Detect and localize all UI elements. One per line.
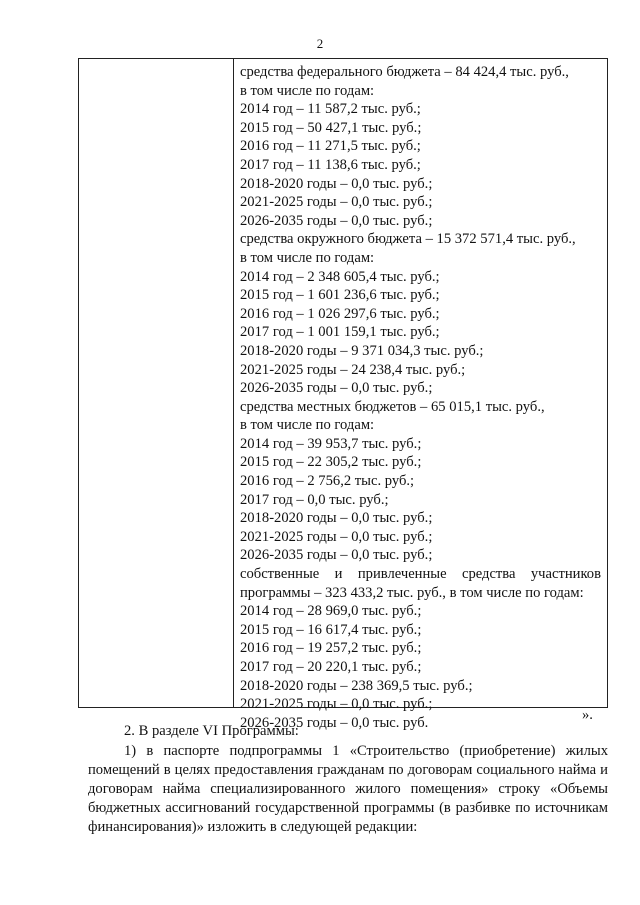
district-budget-total: средства окружного бюджета – 15 372 571,4 тыс. руб.,: [240, 231, 576, 248]
local-2018-2020: 2018-2020 годы – 0,0 тыс. руб.;: [240, 510, 433, 527]
district-2021-2025: 2021-2025 годы – 24 238,4 тыс. руб.;: [240, 361, 466, 378]
local-2026-2035: 2026-2035 годы – 0,0 тыс. руб.;: [240, 547, 433, 564]
district-by-year-label: в том числе по годам:: [240, 249, 375, 266]
own-2018-2020: 2018-2020 годы – 238 369,5 тыс. руб.;: [240, 677, 473, 694]
local-2021-2025: 2021-2025 годы – 0,0 тыс. руб.;: [240, 528, 433, 545]
local-budget-total: средства местных бюджетов – 65 015,1 тыс. руб.,: [240, 398, 545, 415]
local-2016: 2016 год – 2 756,2 тыс. руб.;: [240, 473, 415, 490]
federal-by-year-label: в том числе по годам:: [240, 82, 375, 99]
district-2016: 2016 год – 1 026 297,6 тыс. руб.;: [240, 305, 440, 322]
federal-2017: 2017 год – 11 138,6 тыс. руб.;: [240, 156, 421, 173]
local-2015: 2015 год – 22 305,2 тыс. руб.;: [240, 454, 422, 471]
table-left-cell: [79, 59, 234, 707]
page-number: 2: [316, 36, 324, 51]
own-2017: 2017 год – 20 220,1 тыс. руб.;: [240, 659, 422, 675]
local-2017: 2017 год – 0,0 тыс. руб.;: [240, 491, 389, 508]
own-funds-total: собственные и привлеченные средства участников программы – 323 433,2 тыс. руб., в том числе по годам:: [240, 566, 601, 601]
federal-2021-2025: 2021-2025 годы – 0,0 тыс. руб.;: [240, 194, 433, 211]
federal-2016: 2016 год – 11 271,5 тыс. руб.;: [240, 138, 421, 155]
local-by-year-label: в том числе по годам:: [240, 417, 375, 434]
local-2014: 2014 год – 39 953,7 тыс. руб.;: [240, 435, 422, 452]
district-2026-2035: 2026-2035 годы – 0,0 тыс. руб.;: [240, 380, 433, 397]
closing-quote-mark: ».: [582, 707, 593, 723]
own-2021-2025: 2021-2025 годы – 0,0 тыс. руб.;: [240, 696, 433, 713]
section-heading: 2. В разделе VI Программы:: [124, 723, 299, 739]
table-right-cell: [234, 59, 607, 731]
section-paragraph: 1) в паспорте подпрограммы 1 «Строительство (приобретение) жилых помещений в целях предоставления гражданам по договорам социального найма и договорам найма специализированного жилого помещения» строку «Объемы бюджетных ассигнований государственной программы (в разбивке по источникам финансирования)» изложить в следующей редакции:: [88, 743, 608, 835]
district-2014: 2014 год – 2 348 605,4 тыс. руб.;: [240, 268, 440, 285]
federal-2018-2020: 2018-2020 годы – 0,0 тыс. руб.;: [240, 175, 433, 192]
own-2026-2035: 2026-2035 годы – 0,0 тыс. руб.: [240, 714, 429, 731]
federal-2014: 2014 год – 11 587,2 тыс. руб.;: [240, 101, 421, 118]
district-2017: 2017 год – 1 001 159,1 тыс. руб.;: [240, 324, 440, 341]
own-2015: 2015 год – 16 617,4 тыс. руб.;: [240, 621, 422, 638]
district-2015: 2015 год – 1 601 236,6 тыс. руб.;: [240, 287, 440, 304]
own-2016: 2016 год – 19 257,2 тыс. руб.;: [240, 640, 422, 657]
federal-budget-total: средства федерального бюджета – 84 424,4 тыс. руб.,: [240, 64, 569, 80]
federal-2026-2035: 2026-2035 годы – 0,0 тыс. руб.;: [240, 212, 433, 229]
federal-2015: 2015 год – 50 427,1 тыс. руб.;: [240, 119, 422, 136]
own-2014: 2014 год – 28 969,0 тыс. руб.;: [240, 603, 422, 620]
district-2018-2020: 2018-2020 годы – 9 371 034,3 тыс. руб.;: [240, 342, 484, 359]
